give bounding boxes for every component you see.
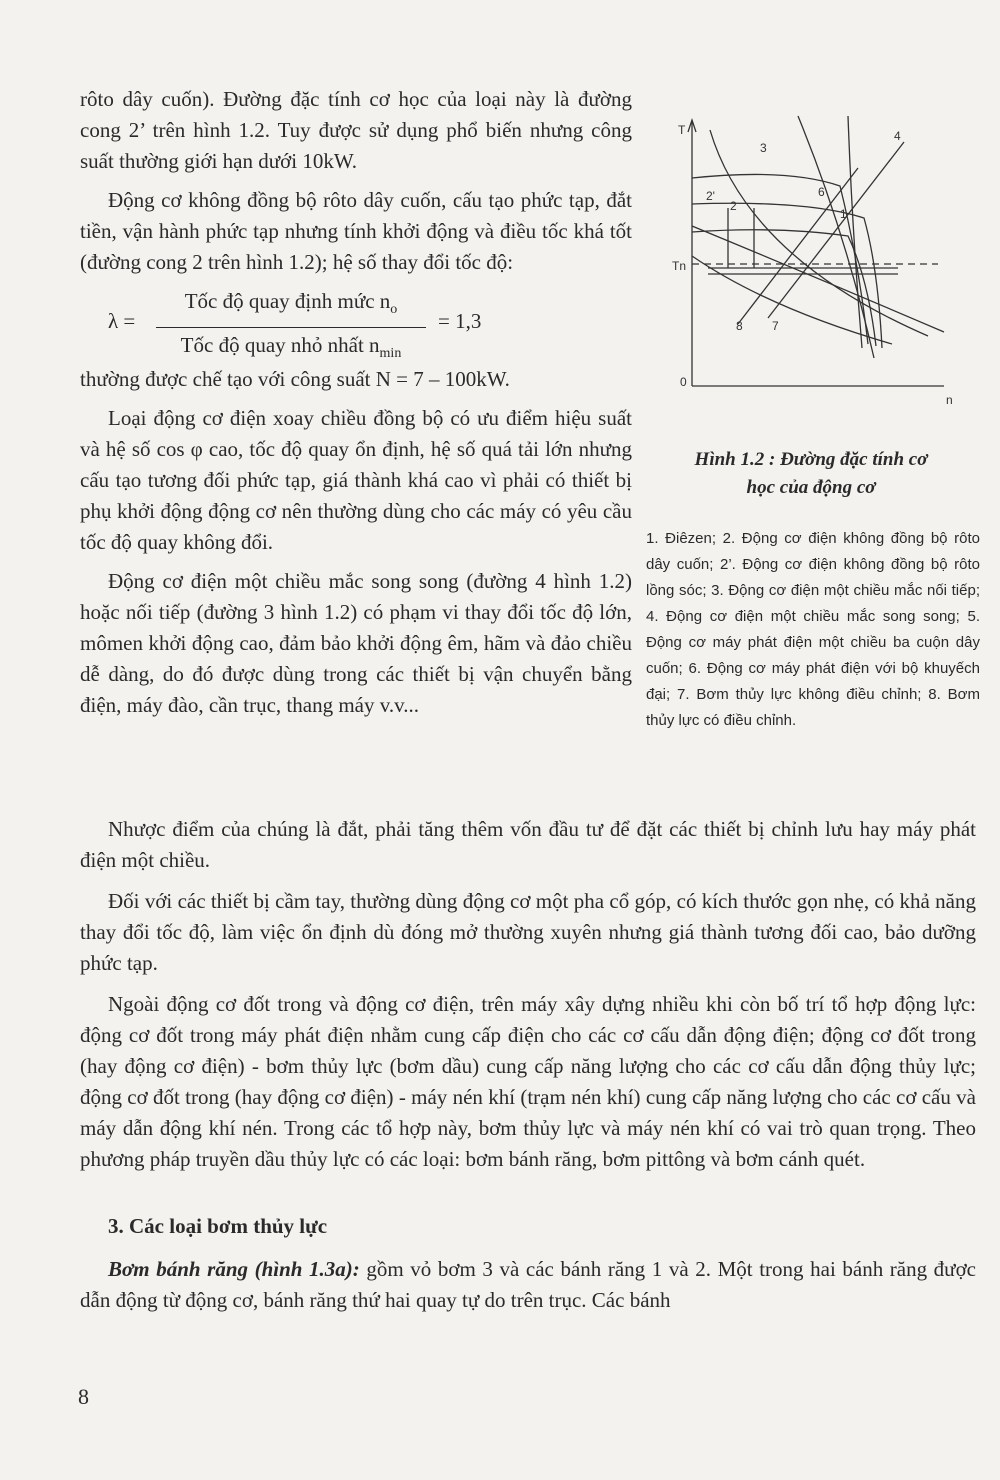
paragraph: Đối với các thiết bị cầm tay, thường dùng động cơ một pha cổ góp, có kích thước gọn nhẹ, có khả năng thay đổi tốc độ, làm việc ổn định dù đóng mở thường xuyên nhưng giá thành tương đối cao, bảo dưỡng phức tạp. <box>80 889 976 975</box>
curve-4 <box>798 116 874 358</box>
x-axis-label: n <box>946 393 953 407</box>
denominator-subscript: min <box>379 346 402 362</box>
figure-caption <box>646 446 976 502</box>
curve-1 <box>692 230 876 346</box>
paragraph: Nhược điểm của chúng là đắt, phải tăng thêm vốn đầu tư để đặt các thiết bị chỉnh lưu hay máy phát điện một chiều. <box>80 817 976 872</box>
paragraph: thường được chế tạo với công suất N = 7 – 100kW. <box>80 367 510 391</box>
numerator-text: Tốc độ quay định mức n <box>184 289 391 313</box>
paragraph: rôto dây cuốn). Đường đặc tính cơ học của loại này là đường cong 2’ trên hình 1.2. Tuy được sử dụng phổ biến nhưng công suất thường giới hạn dưới 10kW. <box>80 87 632 173</box>
curve-2 <box>692 174 868 344</box>
curve-label-8: 8 <box>736 319 743 333</box>
fraction-bar <box>156 327 426 328</box>
torque-speed-figure <box>668 108 958 408</box>
numerator-subscript: o <box>390 302 398 318</box>
paragraph: Động cơ điện một chiều mắc song song (đường 4 hình 1.2) hoặc nối tiếp (đường 3 hình 1.2) có phạm vi thay đổi tốc độ lớn, mômen khởi động cao, đảm bảo khởi động êm, hãm và đảo chiều dễ dàng, do đó được dùng trong các thiết bị vận chuyển bằng điện, máy đào, cần trục, thang máy v.v... <box>80 569 632 717</box>
tn-label: Tn <box>672 259 687 273</box>
paragraph: Ngoài động cơ đốt trong và động cơ điện, trên máy xây dựng nhiều khi còn bố trí tổ hợp động lực: động cơ đốt trong máy phát điện nhằm cung cấp điện cho các cơ cấu dẫn động điện; động cơ đốt trong (hay động cơ điện) - bơm thủy lực (bơm dầu) cung cấp năng lượng cho các cơ cấu dẫn động thủy lực; động cơ đốt trong (hay động cơ điện) - máy nén khí (trạm nén khí) cung cấp năng lượng cho các cơ cấu và máy dẫn động khí nén. Trong các tổ hợp này, bơm thủy lực và máy nén khí có vai trò quan trọng. Theo phương pháp truyền dầu thủy lực có các loại: bơm bánh răng, bơm pittông và bơm cánh quét. <box>80 992 976 1171</box>
curve-label-1: 1 <box>840 207 847 221</box>
paragraph-body: gồm vỏ bơm 3 và các bánh răng 1 và 2. Một trong hai bánh răng được dẫn động từ động cơ, bánh răng thứ hai quay tự do trên trục. Các bánh <box>80 1257 976 1312</box>
curve-label-7: 7 <box>772 319 779 333</box>
line-7 <box>738 168 858 324</box>
page-number: 8 <box>78 1384 89 1409</box>
paragraph-lead: Bơm bánh răng (hình 1.3a): <box>108 1257 360 1281</box>
curve-label-4: 4 <box>894 129 901 143</box>
left-text-column <box>80 84 632 729</box>
curve-label-2: 2 <box>730 199 737 213</box>
section-heading: 3. Các loại bơm thủy lực <box>108 1214 328 1238</box>
caption-line: Hình 1.2 : Đường đặc tính cơ <box>694 449 928 470</box>
origin-label: 0 <box>680 375 687 389</box>
paragraph <box>80 1254 976 1316</box>
y-axis-label: T <box>678 123 686 137</box>
curve-label-2prime: 2' <box>706 189 715 203</box>
curve-label-6: 6 <box>818 185 825 199</box>
speed-ratio-formula <box>80 286 632 362</box>
figure-legend: 1. Điêzen; 2. Động cơ điện không đồng bộ rôto dây cuốn; 2’. Động cơ điện không đồng bộ rôto lồng sóc; 3. Động cơ điện một chiều mắc nối tiếp; 4. Động cơ điện một chiều mắc song song; 5. Động cơ máy phát điện một chiều ba cuộn dây cuốn; 6. Động cơ máy phát điện với bộ khuyếch đại; 7. Bơm thủy lực không điều chỉnh; 8. Bơm thủy lực có điều chỉnh. <box>646 530 980 729</box>
paragraph: Loại động cơ điện xoay chiều đồng bộ có ưu điểm hiệu suất và hệ số cos φ cao, tốc độ quay ổn định, hệ số quá tải lớn nhưng cấu tạo tương đối phức tạp, giá thành khá cao vì phải có thiết bị phụ khởi động động cơ nên thường dùng cho các máy có yêu cầu tốc độ quay không đổi. <box>80 406 632 554</box>
formula-numerator <box>156 286 426 325</box>
formula-result: = 1,3 <box>438 309 482 333</box>
denominator-text: Tốc độ quay nhỏ nhất n <box>180 333 380 358</box>
formula-fraction <box>156 286 426 369</box>
caption-line: học của động cơ <box>746 477 876 498</box>
full-width-text <box>80 814 976 1326</box>
curve-label-3: 3 <box>760 141 767 155</box>
formula-lambda: λ = <box>108 309 136 333</box>
paragraph: Động cơ không đồng bộ rôto dây cuốn, cấu tạo phức tạp, đắt tiền, vận hành phức tạp nhưng tính khởi động và điều tốc khá tốt (đường cong 2 trên hình 1.2); hệ số thay đổi tốc độ: <box>80 188 632 274</box>
formula-denominator <box>156 330 426 369</box>
